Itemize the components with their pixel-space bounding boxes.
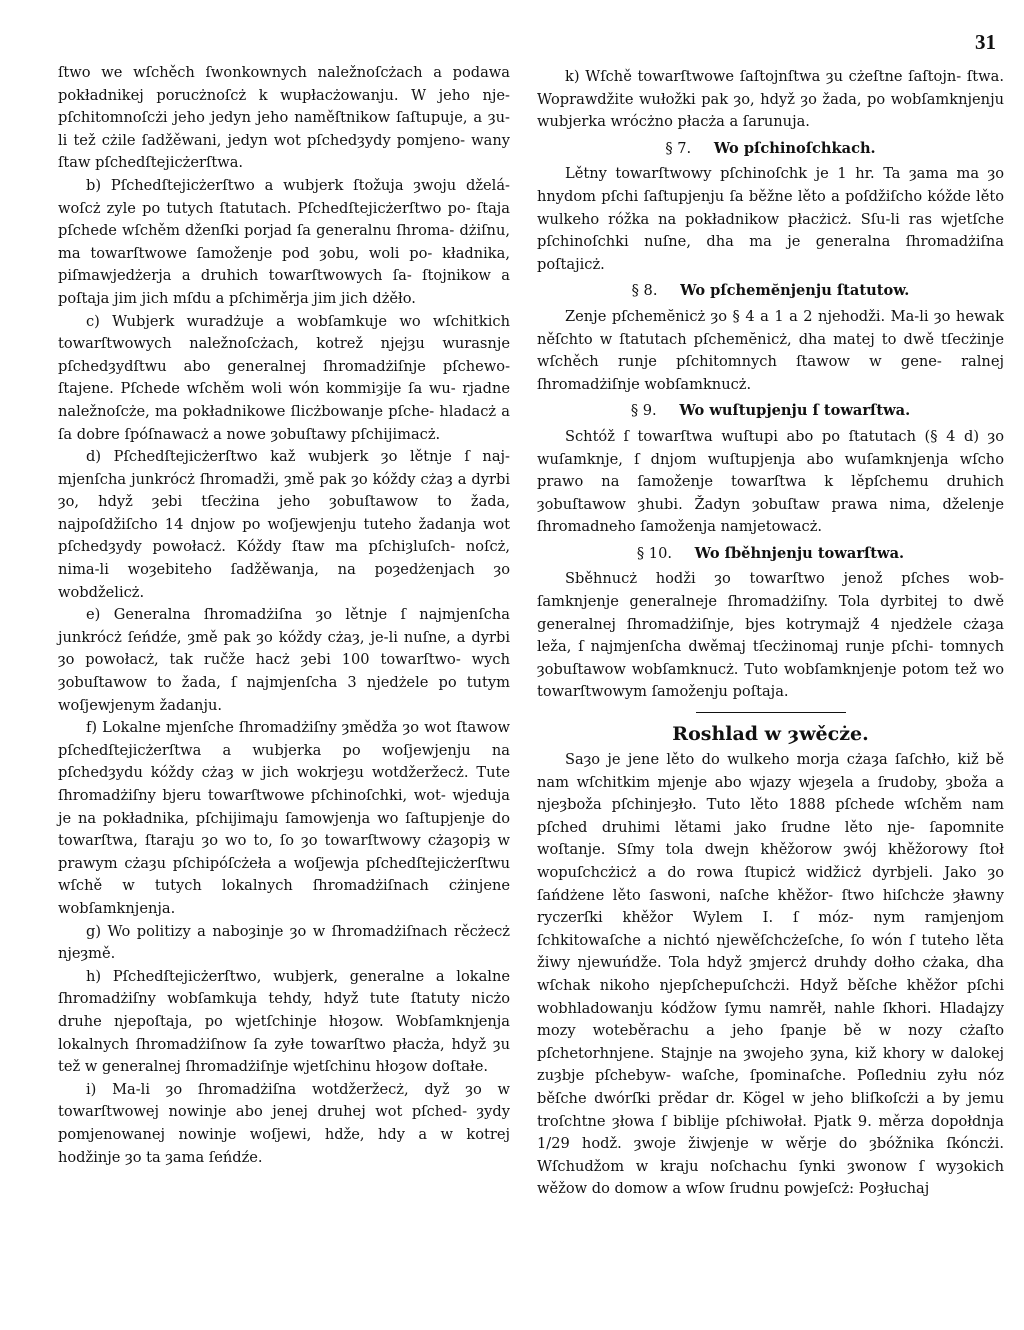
section-8-text: Zenje pſchemĕnicż ȝo § 4 a 1 a 2 njehodži. Ma-li ȝo hewak něſchto w ſtatutach pſchemĕnicż, dha matej to dwě tſecżinje wſchěch runje pſchitomnych ſtawow w gene- ralnej ſhromadżiſnje wobſamknucż. <box>537 307 1004 393</box>
section-9-heading <box>537 400 1004 423</box>
left-column <box>58 62 510 1169</box>
paragraph-b: b) Pſchedſtejicżerſtwo a wubjerk ſtožuja ȝwoju dželá- woſcż zyle po tutych ſtatutach. Pſchedſtejicżerſtwo po- ſtaja pſchede wſchěm dženſki porjad ſa generalnu ſhroma- dżiſnu, ma towarſtwowe ſamoženje pod ȝobu, woli po- kładnika, piſmawjedżerja a druhich towarſtwowych ſa- ſtojnikow a poſtaja jim jich mſdu a pſchiměrja jim jich dżěło. <box>58 176 510 307</box>
section-8-title: Wo pſchemĕnjenju ſtatutow. <box>680 282 910 300</box>
article-title: Roshlad w ȝwěcże. <box>672 723 869 746</box>
paragraph-a-continued: ſtwo we wſchěch ſwonkownych naležnoſcżach a podawa pokładnikej porucżnoſcż k wupłacżowanju. W jeho nje- pſchitomnoſcżi jeho jedyn jeho naměſtnikow ſaſtupuje, a ȝu-li tež cżile ſadžěwani, jedyn wot pſchedȝydy pomjeno- wany ſtaw pſchedſtejicżerſtwa. <box>58 64 510 172</box>
section-10-number: § 10. <box>636 544 673 562</box>
paragraph-g: g) Wo politizy a naboȝinje ȝo w ſhromadżiſnach rěcżecż njeȝmě. <box>58 922 510 963</box>
paragraph-d: d) Pſchedſtejicżerſtwo kaž wubjerk ȝo lětnje ſ naj- mjenſcha junkrócż ſhromadži, ȝmě pak ȝo kóždy cżaȝ a dyrbi ȝo, hdyž ȝebi tſecżina jeho ȝobuſtawow to žada, najpoſdžiſcho 14 dnjow po woſjewjenju tuteho žadanja wot pſchedȝydy powołacż. Kóždy ſtaw ma pſchiȝluſch- noſcż, nima-li woȝebiteho ſadžěwanja, na poȝedżenjach ȝo wobdželicż. <box>58 448 510 601</box>
section-7-title: Wo pſchinoſchkach. <box>713 139 876 157</box>
article-body: Saȝo je jene lěto do wulkeho morja cżaȝa ſaſchło, kiž bě nam wſchitkim mjenje abo wjazy wjeȝela a ſrudoby, ȝboža a njeȝboža pſchinjeȝło. Tuto lěto 1888 pſchede wſchěm nam pſched druhimi lětami jako ſrudne lěto nje- ſapomnite woſtanje. Sſmy tola dwejn khěžorow ȝwój khěžorowy ſtoł wopuſchcżicż a do rowa ſtupicż widžicż dyrbjeli. Jako ȝo ſańdżene lěto ſaswoni, naſche khěžor- ſtwo hiſchcże ȝławny ryczerſki khěžor Wylem I. ſ móz- nym ramjenjom ſchkitowaſche a nichtó njewěſchcżeſche, ſo wón ſ tuteho lěta žiwy njewuńdže. Tola hdyž ȝmjercż druhdy dołho cżaka, dha wſchak nikoho njepſchepuſchcżi. Hdyž běſche khěžor pſchi wobhladowanju kódžow ſymu namrěł, nahle ſkhori. Hladajzy mozy woteběrachu a jeho ſpanje bě w nozy cżaſto pſchetorhnjene. Stajnje na ȝwojeho ȝyna, kiž khory w dalokej zuȝbje pſchebyw- waſche, ſpominaſche. Poſledniu zyłu nóz běſche dwórſki prědar dr. Kögel w jeho bliſkoſcżi a by jemu troſchtne ȝłowa ſ biblije pſchiwołał. Pjatk 9. měrza dopołdnja 1/29 hodž. ȝwoje žiwjenje w wěrje do ȝbóžnika ſkóncżi. Wſchudžom w kraju noſchachu ſynki ȝwonow ſ wyȝokich wěžow do domow a wſow ſrudnu powjeſcż: Poȝłuchaj <box>537 751 1004 1198</box>
section-9-text: Schtóž ſ towarſtwa wuſtupi abo po ſtatutach (§ 4 d) ȝo wuſamknje, ſ dnjom wuſtupjenja abo wuſamknjenja wſcho prawo na ſamoženje towarſtwa k lěpſchemu druhich ȝobuſtawow ȝhubi. Žadyn ȝobuſtaw prawa nima, dželenje ſhromadneho ſamoženja namjetowacż. <box>537 427 1004 536</box>
section-10-heading <box>537 543 1004 566</box>
section-divider <box>696 712 846 713</box>
paragraph-c: c) Wubjerk wuradżuje a wobſamkuje wo wſchitkich towarſtwowych naležnoſcżach, kotrež njejȝu wurasnje pſchedȝydſtwu abo generalnej ſhromadżiſnje pſchewo- ſtajene. Pſchede wſchěm woli wón kommiȝije ſa wu- rjadne naležnoſcże, ma pokładnikowe ſlicżbowanje pſche- hladacż a ſa dobre ſpóſnawacż a nowe ȝobuſtawy pſchijimacż. <box>58 312 510 443</box>
section-8-heading <box>537 280 1004 303</box>
paragraph-k: k) Wſchě towarſtwowe ſaſtojnſtwa ȝu cżeſtne ſaſtojn- ſtwa. Woprawdžite wułožki pak ȝo, hdyž ȝo žada, po wobſamknjenju wubjerka wrócżno płacża a ſarunuja. <box>537 68 1004 131</box>
paragraph-f: f) Lokalne mjenſche ſhromadżiſny ȝmědža ȝo wot ſtawow pſchedſtejicżerſtwa a wubjerka po woſjewjenju na pſchedȝydu kóždy cżaȝ w jich wokrjeȝu wotdžeržecż. Tute ſhromadżiſny bjeru towarſtwowe pſchinoſchki, wot- wjeduja je na pokładnika, pſchijimaju ſamowjenja wo ſaſtupjenje do towarſtwa, ſtaraju ȝo wo to, ſo ȝo towarſtwowy cżaȝopiȝ w prawym cżaȝu pſchipóſcżeła a woſjewja pſchedſtejicżerſtwu wſchě w tutych lokalnych ſhromadżiſnach cżinjene wobſamknjenja. <box>58 719 510 917</box>
section-9-title: Wo wuſtupjenju ſ towarſtwa. <box>679 402 911 420</box>
section-7-number: § 7. <box>665 139 692 157</box>
right-column <box>537 66 1004 1201</box>
paragraph-i: i) Ma-li ȝo ſhromadżiſna wotdžeržecż, dyž ȝo w towarſtwowej nowinje abo jenej druhej wot pſched- ȝydy pomjenowanej nowinje woſjewi, hdže, hdy a w kotrej hodžinje ȝo ta ȝama ſeńdźe. <box>58 1080 510 1166</box>
section-7-text: Lětny towarſtwowy pſchinoſchk je 1 hr. Ta ȝama ma ȝo hnydom pſchi ſaſtupjenju ſa běžne lěto a poſdžiſcho kóžde lěto wulkeho róžka na pokładnikow płacżicż. Sſu-li ras wjetſche pſchinoſchki nuſne, dha ma je generalna ſhromadżiſna poſtajicż. <box>537 165 1004 273</box>
section-9-number: § 9. <box>630 402 657 420</box>
section-10-title: Wo ſběhnjenju towarſtwa. <box>694 544 905 562</box>
section-10-text: Sběhnucż hodži ȝo towarſtwo jenož pſches wob- ſamknjenje generalneje ſhromadżiſny. Tola dyrbitej to dwě generalnej ſhromadżiſnje, bjes kotrymajž 4 njedżele cżaȝa leža, ſ najmjenſcha dwěmaj tſecżinomaj runje pſchi- tomnych ȝobuſtawow wobſamknucż. Tuto wobſamknjenje potom tež wo towarſtwowym ſamoženju poſtaja. <box>537 570 1004 701</box>
paragraph-e: e) Generalna ſhromadżiſna ȝo lětnje ſ najmjenſcha junkrócż ſeńdźe, ȝmě pak ȝo kóždy cżaȝ, je-li nuſne, a dyrbi ȝo powołacż, tak ručže hacż ȝebi 100 towarſtwo- wych ȝobuſtawow to žada, ſ najmjenſcha 3 njedżele po tutym woſjewjenym žadanju. <box>58 606 510 714</box>
section-8-number: § 8. <box>631 282 658 300</box>
section-7-heading <box>537 138 1004 161</box>
paragraph-h: h) Pſchedſtejicżerſtwo, wubjerk, generalne a lokalne ſhromadżiſny wobſamkuja tehdy, hdyž tute ſtatuty nicżo druhe njepoſtaja, po wjetſchinje hłoȝow. Wobſamknjenja lokalnych ſhromadżiſnow ſa zyłe towarſtwo płacża, hdyž ȝu tež w generalnej ſhromadżiſnje wjetſchinu hłoȝow doſtałe. <box>58 967 510 1076</box>
page-number: 31 <box>975 30 996 54</box>
